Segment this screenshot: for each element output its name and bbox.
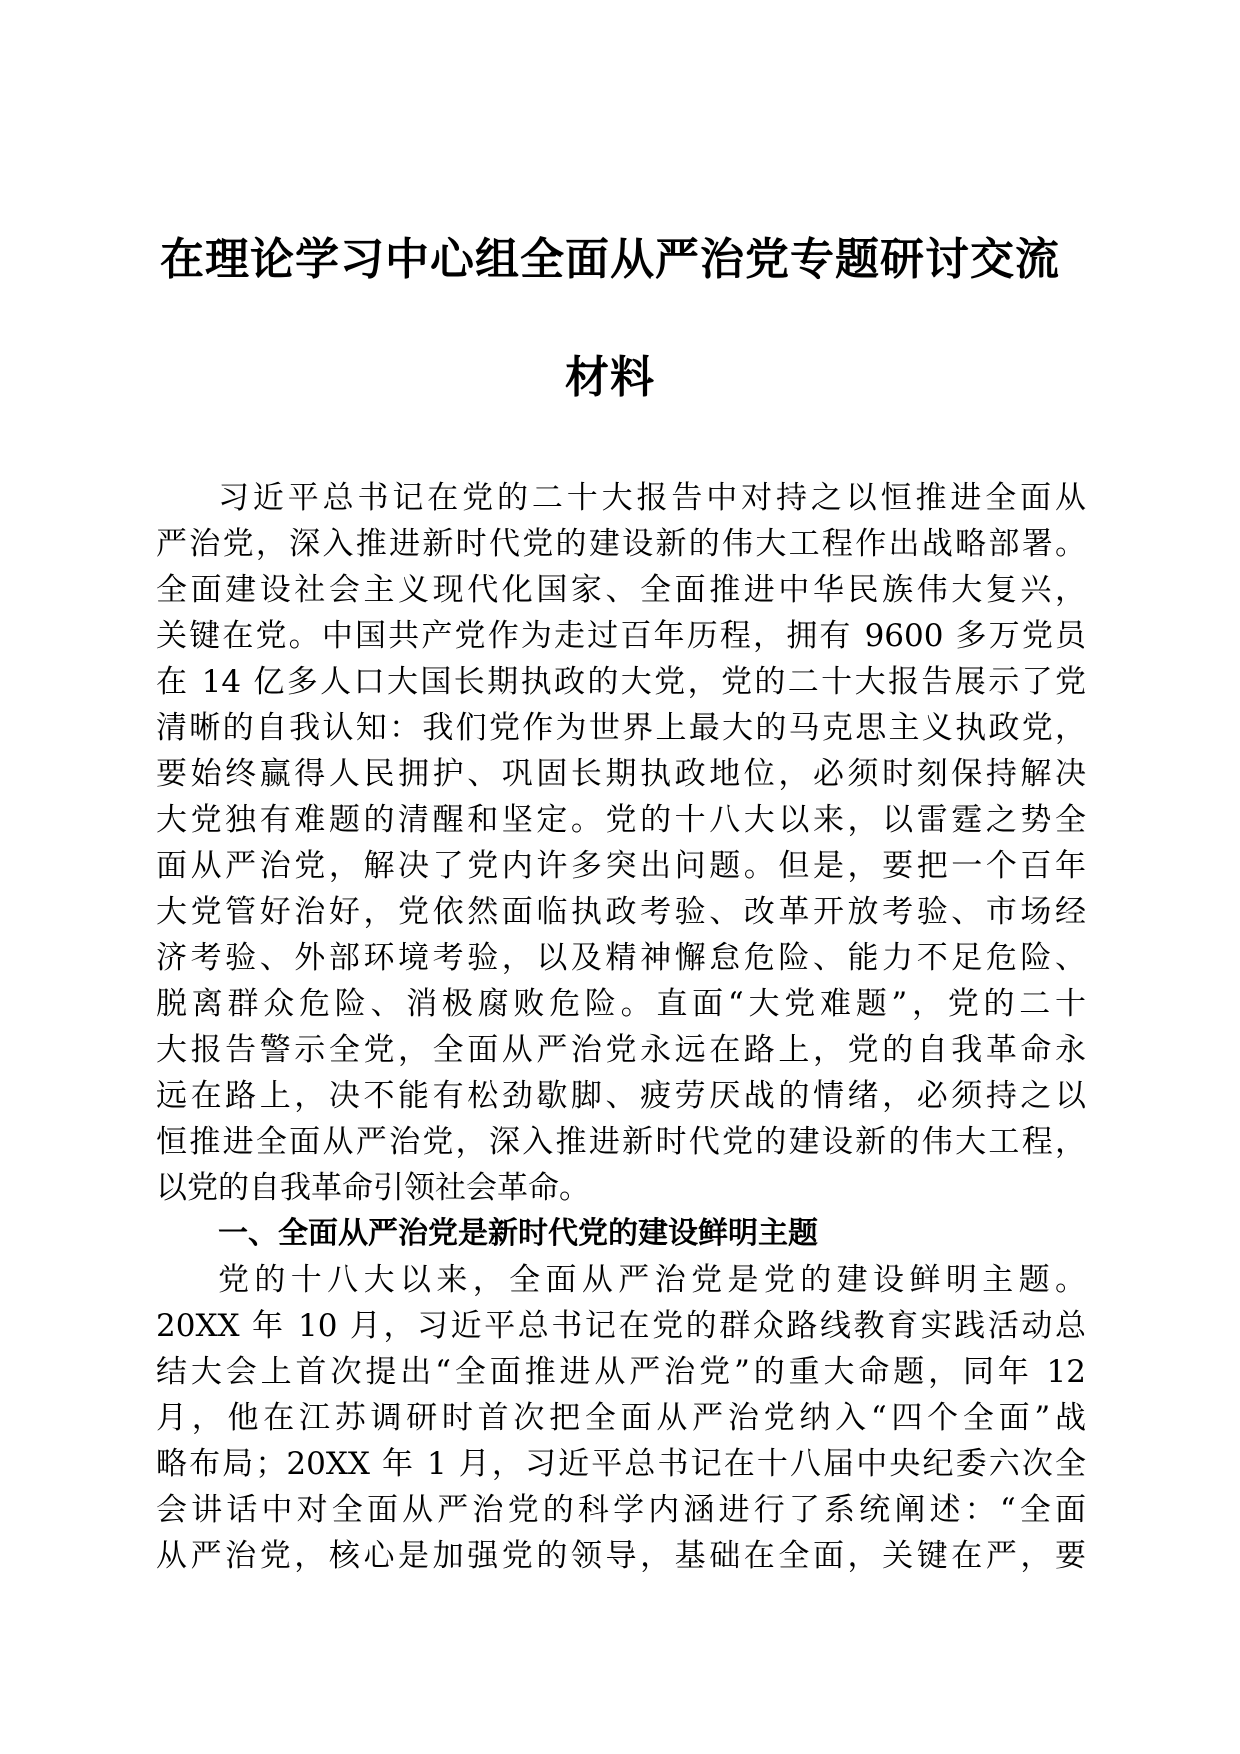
paragraph-2-line: 20XX 年 10 月，习近平总书记在党的群众路线教育实践活动总 <box>156 1308 1086 1344</box>
paragraph-2-line: 从严治党，核心是加强党的领导，基础在全面，关键在严，要 <box>156 1538 1086 1574</box>
paragraph-2-line: 略布局；20XX 年 1 月，习近平总书记在十八届中央纪委六次全 <box>156 1446 1086 1482</box>
document-title-line-1: 在理论学习中心组全面从严治党专题研讨交流 <box>160 234 1060 285</box>
paragraph-1-line: 大党管好治好，党依然面临执政考验、改革开放考验、市场经 <box>156 894 1086 930</box>
document-title-line-2: 材料 <box>565 352 655 403</box>
paragraph-1-line: 大报告警示全党，全面从严治党永远在路上，党的自我革命永 <box>156 1032 1086 1068</box>
paragraph-1-line: 习近平总书记在党的二十大报告中对持之以恒推进全面从 <box>218 480 1086 516</box>
paragraph-1-line: 全面建设社会主义现代化国家、全面推进中华民族伟大复兴， <box>156 572 1086 608</box>
paragraph-1-line: 要始终赢得人民拥护、巩固长期执政地位，必须时刻保持解决 <box>156 756 1086 792</box>
paragraph-1-line: 面从严治党，解决了党内许多突出问题。但是，要把一个百年 <box>156 848 1086 884</box>
paragraph-1-line: 脱离群众危险、消极腐败危险。直面“大党难题”，党的二十 <box>156 986 1086 1022</box>
paragraph-1-line: 以党的自我革命引领社会革命。 <box>156 1170 590 1206</box>
paragraph-2-line: 会讲话中对全面从严治党的科学内涵进行了系统阐述：“全面 <box>156 1492 1086 1528</box>
paragraph-1-line: 关键在党。中国共产党作为走过百年历程，拥有 9600 多万党员 <box>156 618 1086 654</box>
paragraph-2-line: 结大会上首次提出“全面推进从严治党”的重大命题，同年 12 <box>156 1354 1086 1390</box>
paragraph-1-line: 恒推进全面从严治党，深入推进新时代党的建设新的伟大工程， <box>156 1124 1086 1160</box>
paragraph-2-line: 月，他在江苏调研时首次把全面从严治党纳入“四个全面”战 <box>156 1400 1086 1436</box>
section-heading: 一、全面从严治党是新时代党的建设鲜明主题 <box>218 1216 818 1251</box>
paragraph-1-line: 远在路上，决不能有松劲歇脚、疲劳厌战的情绪，必须持之以 <box>156 1078 1086 1114</box>
paragraph-1-line: 严治党，深入推进新时代党的建设新的伟大工程作出战略部署。 <box>156 526 1086 562</box>
document-body <box>156 475 1086 1579</box>
paragraph-1-line: 在 14 亿多人口大国长期执政的大党，党的二十大报告展示了党 <box>156 664 1086 700</box>
paragraph-1-line: 济考验、外部环境考验，以及精神懈怠危险、能力不足危险、 <box>156 940 1086 976</box>
paragraph-1-line: 大党独有难题的清醒和坚定。党的十八大以来，以雷霆之势全 <box>156 802 1086 838</box>
paragraph-1-line: 清晰的自我认知：我们党作为世界上最大的马克思主义执政党， <box>156 710 1086 746</box>
paragraph-2-line: 党的十八大以来，全面从严治党是党的建设鲜明主题。 <box>218 1262 1086 1298</box>
